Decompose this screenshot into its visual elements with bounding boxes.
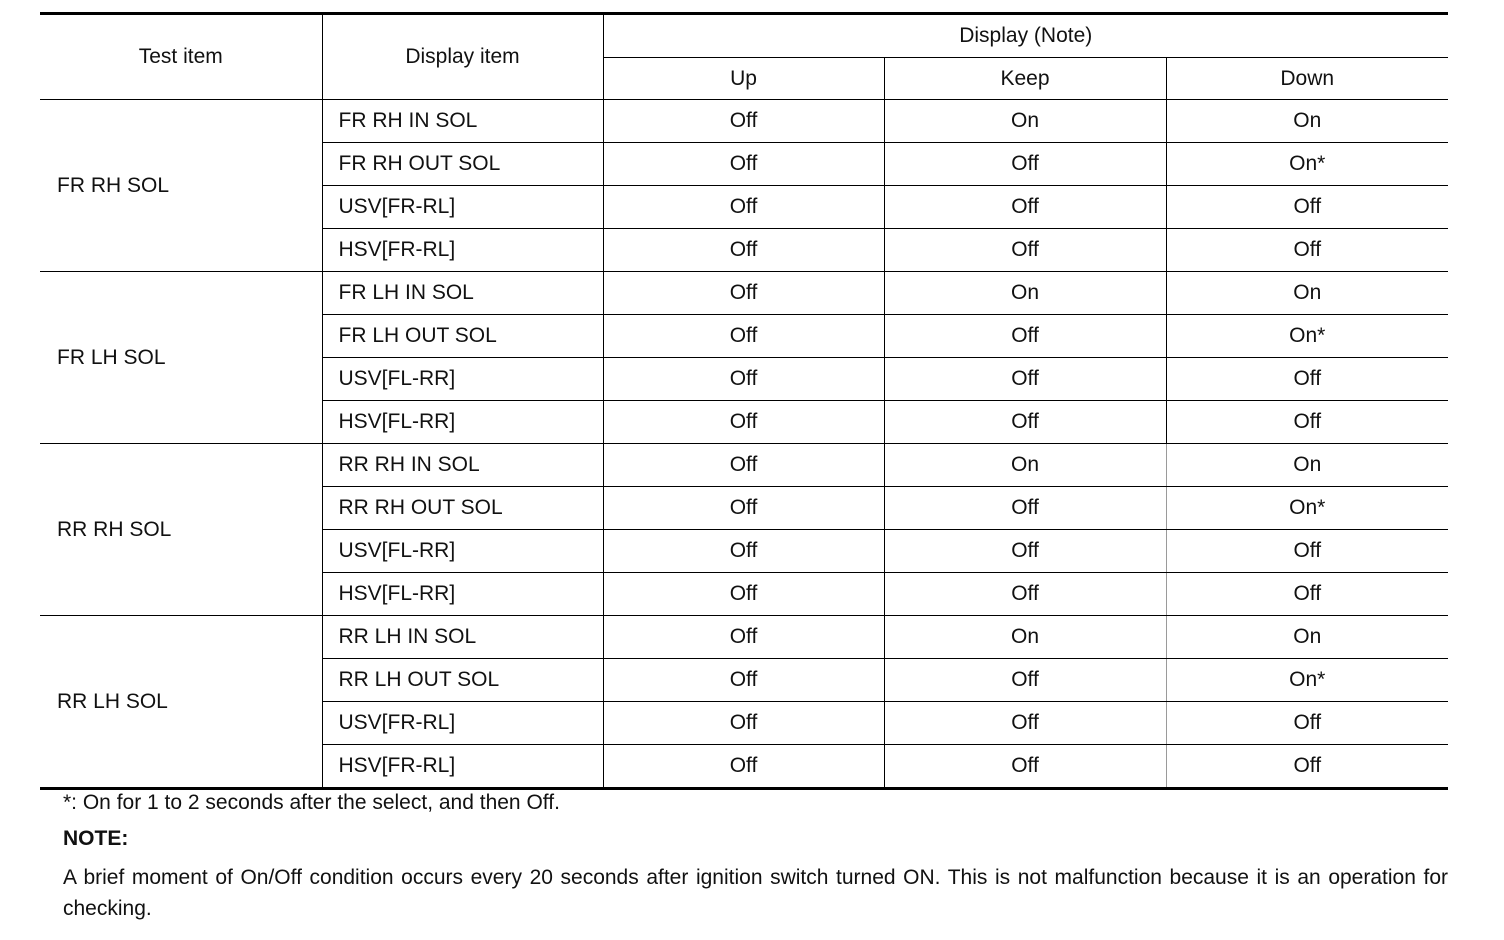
footnote: *: On for 1 to 2 seconds after the select, and then Off. <box>63 791 560 814</box>
display-item-cell: HSV[FL-RR] <box>322 401 603 444</box>
table-row <box>40 100 1448 143</box>
up-value-cell: Off <box>603 702 884 745</box>
keep-value-cell: On <box>884 272 1166 315</box>
down-value-cell: On <box>1166 100 1448 143</box>
solenoid-test-table <box>40 12 1448 790</box>
table-body <box>40 100 1448 789</box>
header-display-note: Display (Note) <box>603 14 1448 58</box>
test-item-cell: RR RH SOL <box>40 444 322 616</box>
table-row <box>40 272 1448 315</box>
up-value-cell: Off <box>603 186 884 229</box>
down-value-cell: On <box>1166 444 1448 487</box>
up-value-cell: Off <box>603 229 884 272</box>
display-item-cell: RR RH IN SOL <box>322 444 603 487</box>
down-value-cell: On* <box>1166 659 1448 702</box>
display-item-cell: HSV[FR-RL] <box>322 745 603 789</box>
up-value-cell: Off <box>603 143 884 186</box>
up-value-cell: Off <box>603 315 884 358</box>
up-value-cell: Off <box>603 401 884 444</box>
down-value-cell: On* <box>1166 143 1448 186</box>
down-value-cell: Off <box>1166 745 1448 789</box>
display-item-cell: RR LH OUT SOL <box>322 659 603 702</box>
keep-value-cell: Off <box>884 143 1166 186</box>
up-value-cell: Off <box>603 272 884 315</box>
down-value-cell: Off <box>1166 702 1448 745</box>
display-item-cell: USV[FL-RR] <box>322 358 603 401</box>
down-value-cell: On <box>1166 616 1448 659</box>
note-text: A brief moment of On/Off condition occurs every 20 seconds after ignition switch turned ON. This is not malfunction because it is an operation for checking. <box>63 866 1448 920</box>
header-display-item: Display item <box>322 14 603 100</box>
keep-value-cell: Off <box>884 487 1166 530</box>
keep-value-cell: Off <box>884 659 1166 702</box>
display-item-cell: FR RH IN SOL <box>322 100 603 143</box>
up-value-cell: Off <box>603 100 884 143</box>
up-value-cell: Off <box>603 530 884 573</box>
down-value-cell: Off <box>1166 358 1448 401</box>
keep-value-cell: On <box>884 100 1166 143</box>
keep-value-cell: On <box>884 616 1166 659</box>
display-item-cell: USV[FR-RL] <box>322 186 603 229</box>
display-item-cell: USV[FR-RL] <box>322 702 603 745</box>
down-value-cell: Off <box>1166 401 1448 444</box>
keep-value-cell: Off <box>884 573 1166 616</box>
down-value-cell: Off <box>1166 186 1448 229</box>
header-row-top <box>40 14 1448 58</box>
header-down: Down <box>1166 58 1448 100</box>
down-value-cell: Off <box>1166 573 1448 616</box>
display-item-cell: HSV[FR-RL] <box>322 229 603 272</box>
up-value-cell: Off <box>603 659 884 702</box>
display-item-cell: FR LH OUT SOL <box>322 315 603 358</box>
down-value-cell: Off <box>1166 229 1448 272</box>
keep-value-cell: Off <box>884 358 1166 401</box>
header-test-item: Test item <box>40 14 322 100</box>
up-value-cell: Off <box>603 358 884 401</box>
note-label: NOTE: <box>63 827 129 850</box>
up-value-cell: Off <box>603 487 884 530</box>
display-item-cell: HSV[FL-RR] <box>322 573 603 616</box>
table-header <box>40 14 1448 100</box>
up-value-cell: Off <box>603 444 884 487</box>
table-row <box>40 444 1448 487</box>
down-value-cell: Off <box>1166 530 1448 573</box>
test-item-cell: FR LH SOL <box>40 272 322 444</box>
keep-value-cell: Off <box>884 702 1166 745</box>
down-value-cell: On <box>1166 272 1448 315</box>
display-item-cell: RR RH OUT SOL <box>322 487 603 530</box>
up-value-cell: Off <box>603 745 884 789</box>
display-item-cell: FR RH OUT SOL <box>322 143 603 186</box>
test-item-cell: RR LH SOL <box>40 616 322 789</box>
keep-value-cell: Off <box>884 745 1166 789</box>
header-up: Up <box>603 58 884 100</box>
keep-value-cell: Off <box>884 401 1166 444</box>
up-value-cell: Off <box>603 573 884 616</box>
keep-value-cell: Off <box>884 530 1166 573</box>
display-item-cell: USV[FL-RR] <box>322 530 603 573</box>
keep-value-cell: Off <box>884 229 1166 272</box>
down-value-cell: On* <box>1166 315 1448 358</box>
display-item-cell: FR LH IN SOL <box>322 272 603 315</box>
display-item-cell: RR LH IN SOL <box>322 616 603 659</box>
test-item-cell: FR RH SOL <box>40 100 322 272</box>
keep-value-cell: Off <box>884 315 1166 358</box>
keep-value-cell: Off <box>884 186 1166 229</box>
table-row <box>40 616 1448 659</box>
header-keep: Keep <box>884 58 1166 100</box>
keep-value-cell: On <box>884 444 1166 487</box>
up-value-cell: Off <box>603 616 884 659</box>
down-value-cell: On* <box>1166 487 1448 530</box>
